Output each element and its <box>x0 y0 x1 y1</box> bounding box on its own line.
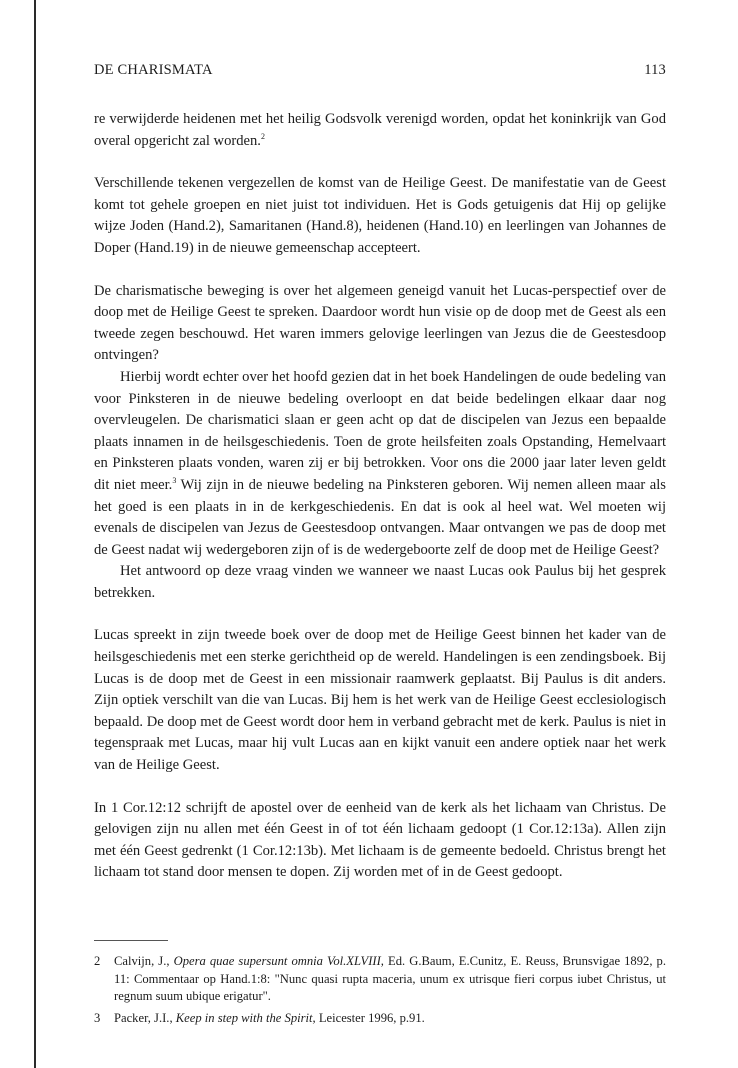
footnote-ref-2[interactable]: 2 <box>260 131 265 141</box>
footnote-text: Calvijn, J., Opera quae supersunt omnia Vol.XLVIII, Ed. G.Baum, E.Cunitz, E. Reuss, Brunsvigae 1892, p. 11: Commentaar op Hand.1:8: "Nunc quasi rupta maceria, unum ex utrisque fieri corpus iubet Christus, ut regnum suum ubique erigatur". <box>114 954 666 1004</box>
footnote-number: 3 <box>94 1010 101 1025</box>
page-binding-edge <box>34 0 36 1068</box>
footnote-text: Packer, J.I., Keep in step with the Spirit, Leicester 1996, p.91. <box>114 1010 425 1025</box>
running-header <box>94 62 666 79</box>
paragraph-4: Hierbij wordt echter over het hoofd gezien dat in het boek Handelingen de oude bedeling van voor Pinksteren in de nieuwe bedeling overloopt en dat beide bedelingen elkaar daar nog overvleugelen. De charismatici slaan er geen acht op dat de discipelen van Jezus een bepaalde plaats innamen in de heilsgeschiedenis. Toen de grote heilsfeiten zoals Opstanding, Hemelvaart en Pinksteren plaats vonden, waren zij er bij betrokken. Voor ons die 2000 jaar later leven geldt dit niet meer.$^3$ Wij zijn in de nieuwe bedeling na Pinksteren geboren. Wij nemen alleen maar als het goed is een plaats in in de kerkgeschiedenis. En dat is ook al heel wat. Wel moeten wij evenals de discipelen van Jezus de Geestesdoop ontvangen. Maar ontvangen we pas de doop met de Geest nadat wij wedergeboren zijn of is de wedergeboorte zelf de doop met de Heilige Geest? <box>94 368 666 558</box>
footnote-number: 2 <box>94 954 101 968</box>
paragraph-2: Verschillende tekenen vergezellen de komst van de Heilige Geest. De manifestatie van de Geest komt tot gehele groepen en niet juist tot individuen. Het is Gods getuigenis dat Hij op gelijke wijze Joden (Hand.2), Samaritanen (Hand.8), heidenen (Hand.10) en leerlingen van Johannes de Doper (Hand.19) in de nieuwe gemeenschap accepteert. <box>94 175 666 256</box>
footnote-work-title: Keep in step with the Spirit, <box>175 1010 316 1025</box>
footnote-ref-3[interactable]: 3 <box>172 476 177 486</box>
footnote-divider <box>94 940 168 941</box>
paragraph-1: re verwijderde heidenen met het heilig Godsvolk verenigd worden, opdat het koninkrijk van God overal opgericht zal worden.$^2$ <box>94 111 666 149</box>
paragraph-5: Het antwoord op deze vraag vinden we wanneer we naast Lucas ook Paulus bij het gesprek betrekken. <box>94 563 666 601</box>
paragraph-3: De charismatische beweging is over het algemeen geneigd vanuit het Lucas-perspectief over de doop met de Heilige Geest te spreken. Daardoor wordt hun visie op de doop met de Geest als een tweede zegen beschouwd. Het waren immers gelovige leerlingen van Jezus die de Geestesdoop ontvingen? <box>94 282 666 364</box>
footnote-work-title: Opera quae supersunt omnia Vol.XLVIII, <box>173 954 384 968</box>
page-number: 113 <box>644 62 666 78</box>
chapter-title: DE CHARISMATA <box>94 62 213 78</box>
paragraph-7: In 1 Cor.12:12 schrijft de apostel over de eenheid van de kerk als het lichaam van Christus. De gelovigen zijn nu allen met één Geest in of tot één lichaam gedoopt (1 Cor.12:13a). Allen zijn met één Geest gedrenkt (1 Cor.12:13b). Met lichaam is de gemeente bedoeld. Christus brengt het lichaam tot stand door mensen te dopen. Zij worden met of in de Geest gedoopt. <box>94 799 666 881</box>
footnote-3 <box>94 1010 666 1028</box>
paragraph-6: Lucas spreekt in zijn tweede boek over de doop met de Heilige Geest binnen het kader van de heilsgeschiedenis met een sterke gerichtheid op de wereld. Handelingen is een zendingsboek. Bij Lucas is de doop met de Geest in een missionair raamwerk geplaatst. Bij Paulus is dit anders. Zijn optiek verschilt van die van Lucas. Bij hem is het werk van de Heilige Geest ecclesiologisch bepaald. De doop met de Geest wordt door hem in verband gebracht met de kerk. Paulus is niet in tegenspraak met Lucas, maar hij vult Lucas aan en kijkt vanuit een andere optiek naar het werk van de Heilige Geest. <box>94 627 666 774</box>
page-content <box>94 62 666 1031</box>
footnote-2 <box>94 953 666 1006</box>
